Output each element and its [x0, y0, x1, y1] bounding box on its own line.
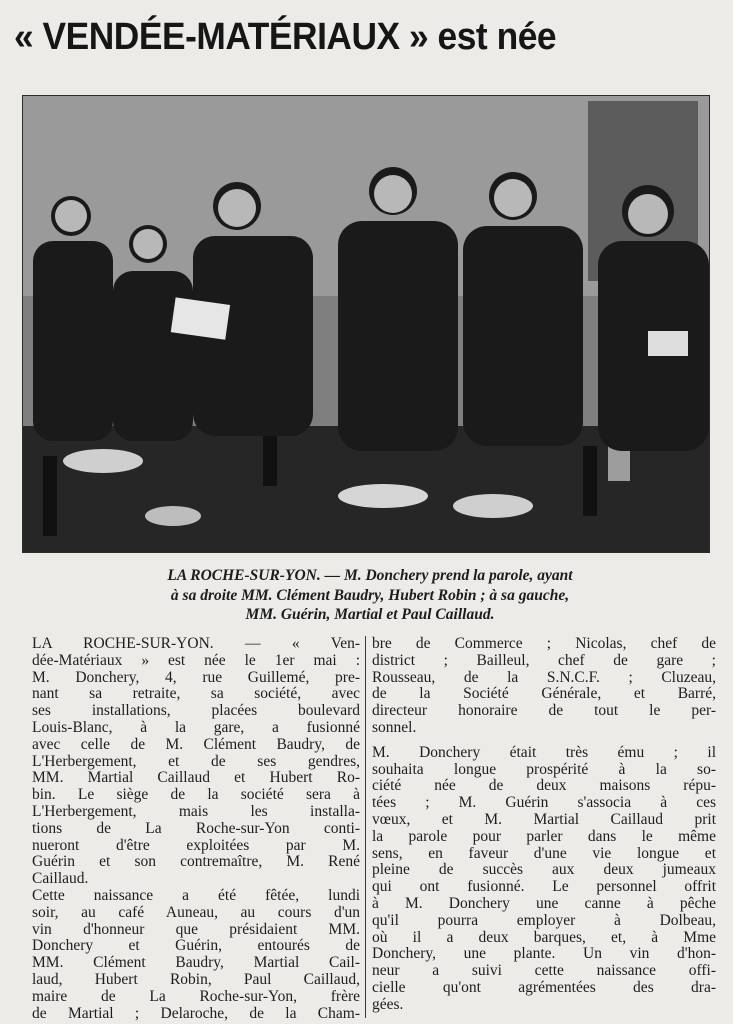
text-line: pleine de succès aux deux jumeaux: [372, 862, 716, 879]
text-line: Rousseau, de la S.N.C.F. ; Cluzeau,: [372, 669, 716, 686]
text-line: Guérin et son contremaître, M. René: [32, 854, 360, 871]
text-line: Donchery, une plante. Un vin d'hon-: [372, 946, 716, 963]
caption-line: LA ROCHE-SUR-YON. — M. Donchery prend la parole, ayant: [167, 567, 573, 584]
text-line: M. Donchery était très ému ; il: [372, 744, 716, 761]
text-line: Cette naissance a été fêtée, lundi: [32, 887, 360, 904]
paragraph-gap: [372, 737, 716, 745]
text-line: de la Société Générale, et Barré,: [372, 686, 716, 703]
text-line: à M. Donchery une canne à pêche: [372, 895, 716, 912]
text-line: MM. Martial Caillaud et Hubert Ro-: [32, 770, 360, 787]
text-line: cielle qu'ont agrémentées des dra-: [372, 979, 716, 996]
text-line: de Martial ; Delaroche, de la Cham-: [32, 1005, 360, 1022]
text-line: sonnel.: [372, 719, 417, 736]
paragraph: [32, 888, 360, 1022]
text-line: Donchery et Guérin, entourés de: [32, 938, 360, 955]
text-line: nant sa retraite, sa société, avec: [32, 686, 360, 703]
text-line: ciété née de deux maisons répu-: [372, 778, 716, 795]
text-line: M. Donchery, 4, rue Guillemé, pre-: [32, 669, 360, 686]
text-line: MM. Clément Baudry, Martial Cail-: [32, 955, 360, 972]
text-line: maire de La Roche-sur-Yon, frère: [32, 988, 360, 1005]
paragraph: [32, 636, 360, 888]
text-line: gées.: [372, 996, 404, 1013]
text-line: souhaita longue prospérité à la so-: [372, 761, 716, 778]
text-line: qui ont fusionné. Le personnel offrit: [372, 879, 716, 896]
text-line: LA ROCHE-SUR-YON. — « Ven-: [32, 636, 360, 652]
text-line: nueront d'être exploitées par M.: [32, 837, 360, 854]
text-line: sens, en faveur d'une vie longue et: [372, 845, 716, 862]
text-line: bin. Le siège de la société sera à: [32, 787, 360, 804]
headline: « VENDÉE-MATÉRIAUX » est née: [14, 16, 557, 58]
text-line: dée-Matériaux » est née le 1er mai :: [32, 652, 360, 669]
photo-caption: [60, 566, 680, 625]
text-line: laud, Hubert Robin, Paul Caillaud,: [32, 971, 360, 988]
text-line: ses installations, placées boulevard: [32, 703, 360, 720]
text-line: vin d'honneur que présidaient MM.: [32, 921, 360, 938]
text-line: tées ; M. Guérin s'associa à ces: [372, 795, 716, 812]
text-line: neur a suivi cette naissance offi-: [372, 963, 716, 980]
photo-icon: [23, 96, 709, 552]
article-column-right: [372, 636, 716, 1014]
caption-line: à sa droite MM. Clément Baudry, Hubert Robin ; à sa gauche,: [170, 586, 570, 604]
text-line: vœux, et M. Martial Caillaud prit: [372, 811, 716, 828]
text-line: où il a deux barques, et, à Mme: [372, 929, 716, 946]
paragraph: [372, 745, 716, 1014]
text-line: district ; Bailleul, chef de gare ;: [372, 652, 716, 669]
news-photo: [22, 95, 710, 553]
text-line: Caillaud.: [32, 871, 89, 888]
text-line: avec celle de M. Clément Baudry, de: [32, 736, 360, 753]
column-divider: [365, 636, 366, 1018]
text-line: soir, au café Auneau, au cours d'un: [32, 904, 360, 921]
text-line: la parole pour parler dans le même: [372, 828, 716, 845]
text-line: tions de La Roche-sur-Yon conti-: [32, 820, 360, 837]
article-column-left: [32, 636, 360, 1022]
text-line: L'Herbergement, mais les installa-: [32, 803, 360, 820]
text-line: L'Herbergement, et de ses gendres,: [32, 753, 360, 770]
text-line: Louis-Blanc, à la gare, a fusionné: [32, 719, 360, 736]
text-line: bre de Commerce ; Nicolas, chef de: [372, 636, 716, 652]
caption-line: MM. Guérin, Martial et Paul Caillaud.: [245, 606, 495, 623]
text-line: directeur honoraire de tout le per-: [372, 703, 716, 720]
text-line: qu'il pourra employer à Dolbeau,: [372, 912, 716, 929]
paragraph: [372, 636, 716, 737]
